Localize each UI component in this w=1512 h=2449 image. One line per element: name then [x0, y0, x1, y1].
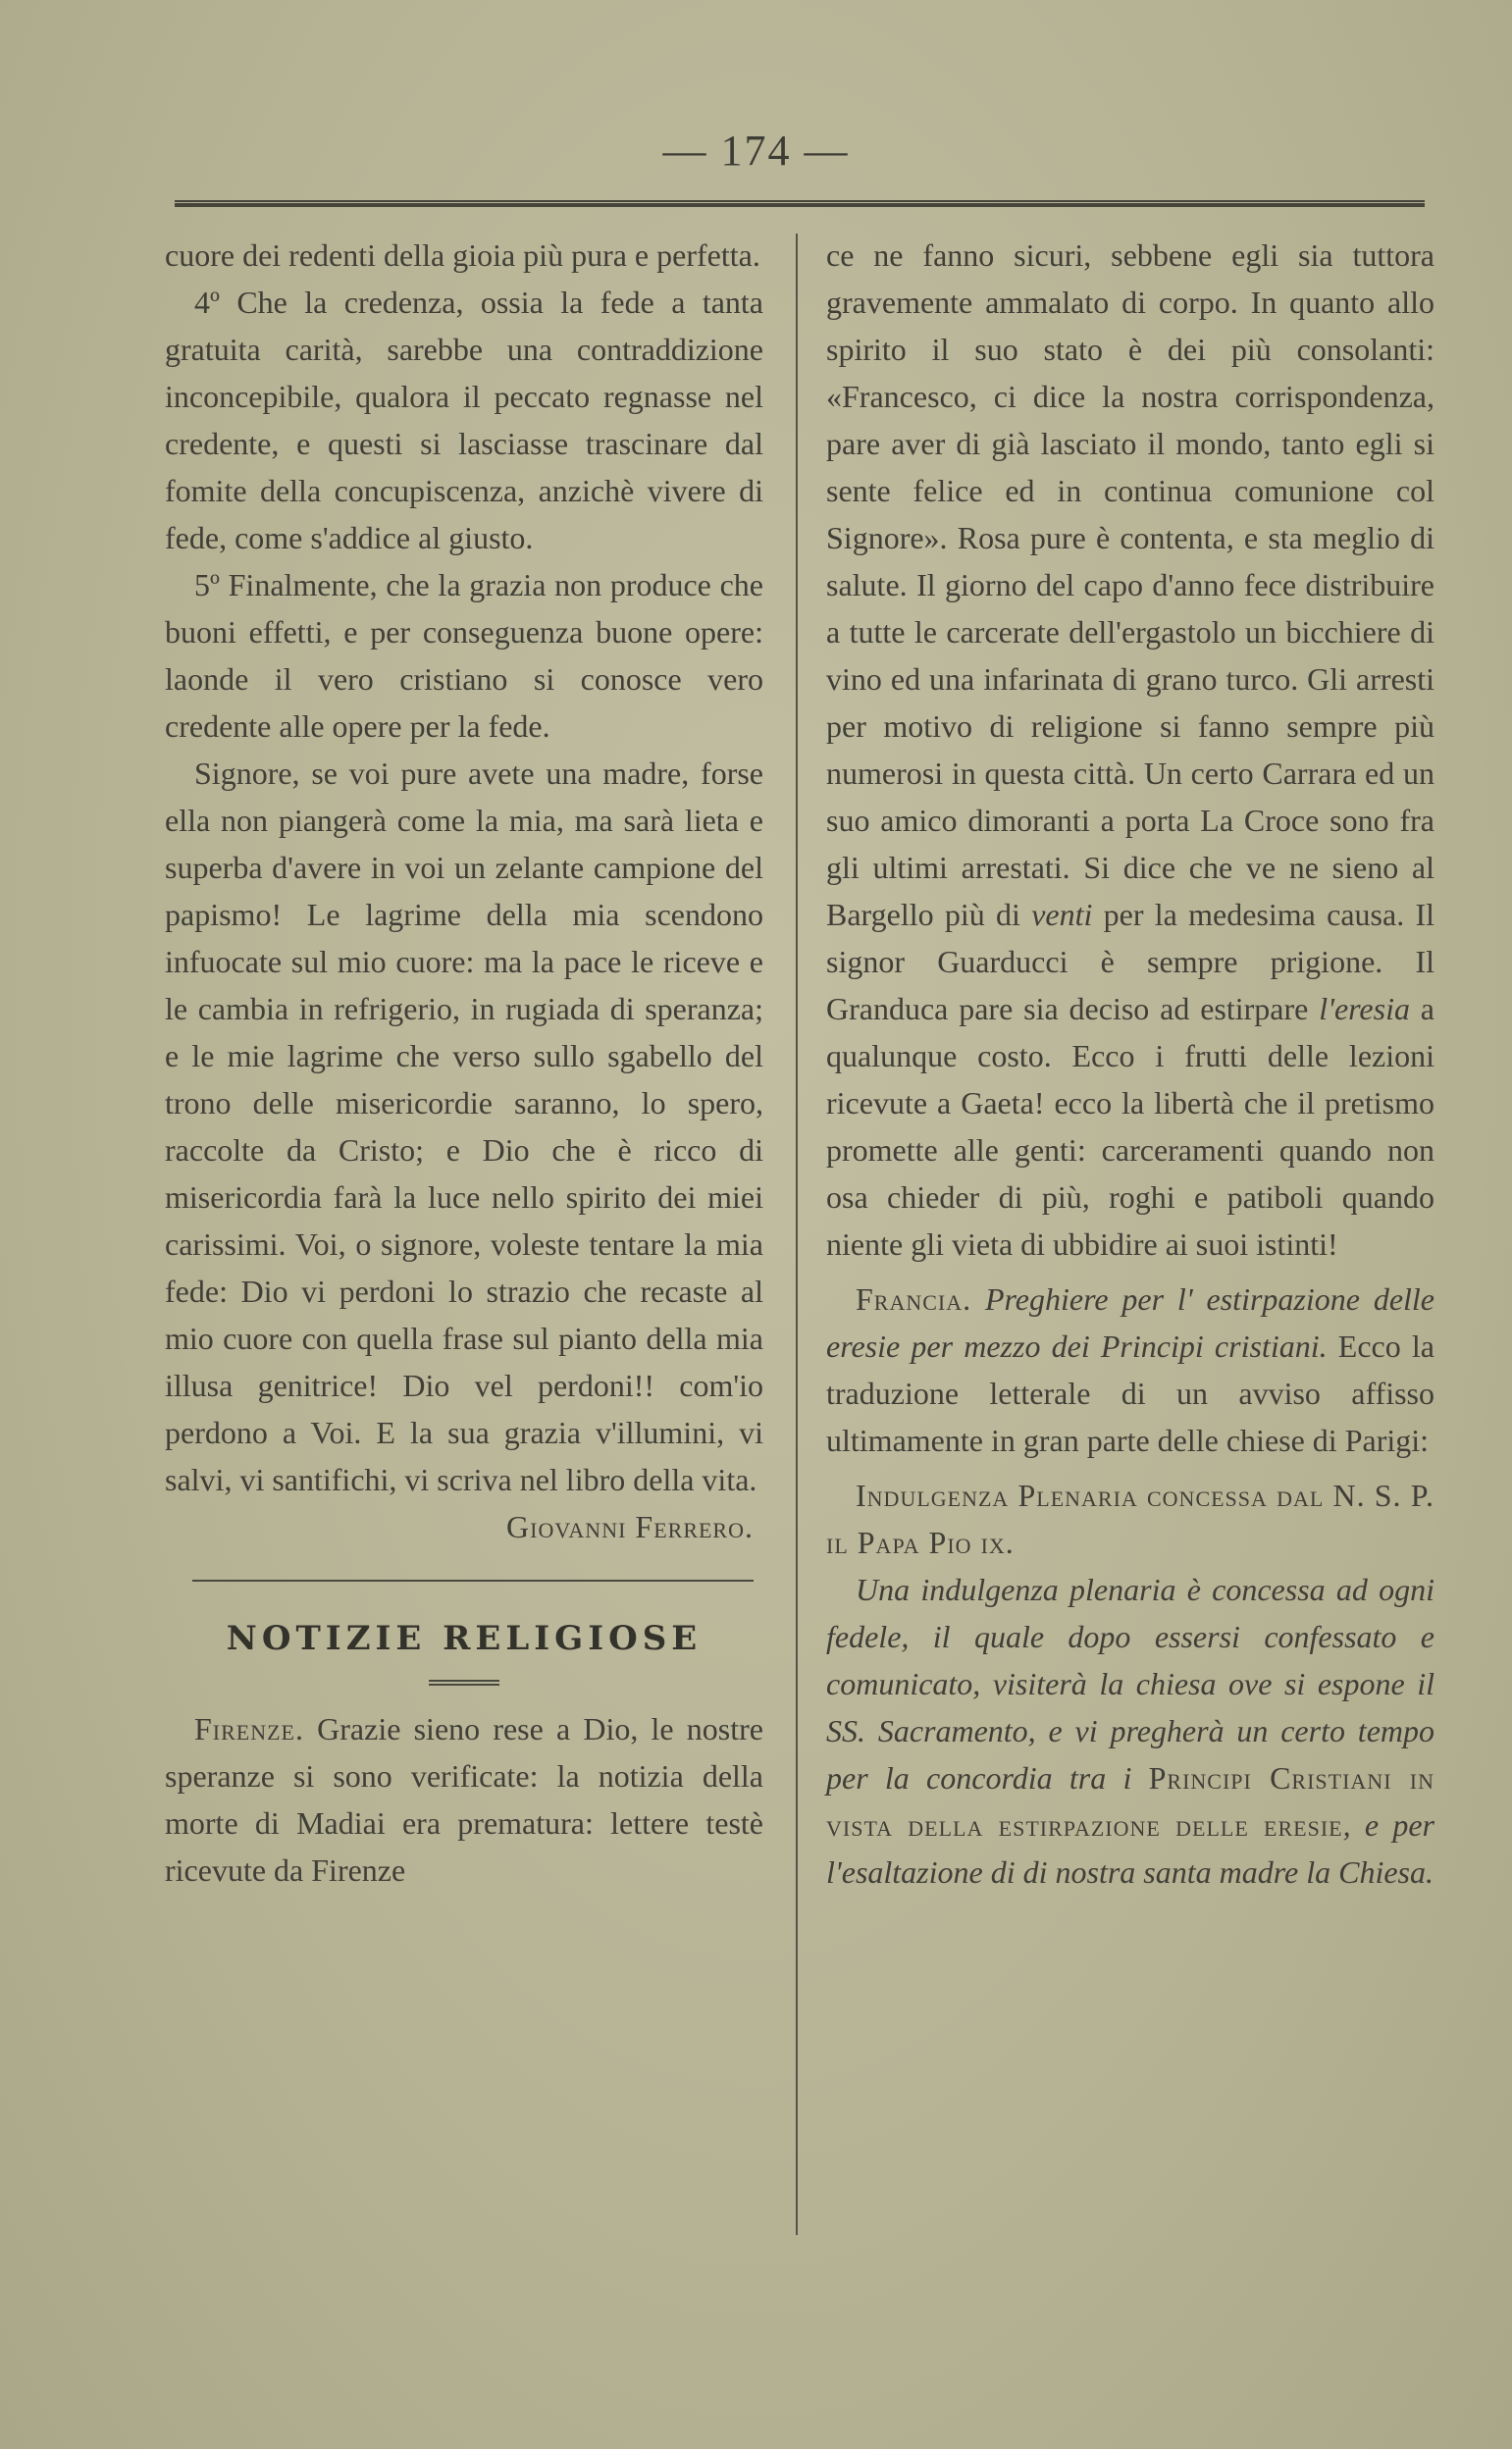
paragraph-point-4: 4º Che la credenza, ossia la fede a tanta gratuita carità, sarebbe una contraddizione inconcepibile, qualora il peccato regnasse nel credente, e questi si lasciasse trascinare dal fomite della concupiscenza, anzichè vivere di fede, come s'addice al giusto.: [165, 285, 763, 555]
section-title: NOTIZIE RELIGIOSE: [226, 1619, 703, 1658]
right-column: [826, 232, 1434, 1896]
text-run: ce ne fanno sicuri, sebbene egli sia tuttora gravemente ammalato di corpo. In quanto allo spirito il suo stato è dei più consolanti: «Francesco, ci dice la nostra corrispondenza, pare aver di già lasciato il mondo, tanto egli si sente felice ed in continua comunione col Signore». Rosa pure è contenta, e sta meglio di salute. Il giorno del capo d'anno fece distribuire a tutte le carcerate dell'ergastolo un bicchiere di vino ed una infarinata di grano turco. Gli arresti per motivo di religione si fanno sempre più numerosi in questa città. Un certo Carrara ed un suo amico dimoranti a porta La Croce sono fra gli ultimi arrestati. Si dice che ve ne sieno al Bargello più di: [826, 237, 1434, 932]
news-text-firenze: Grazie sieno rese a Dio, le nostre speranze si sono verificate: la notizia della morte di Madiai era prematura: lettere testè ricevute da Firenze: [165, 1711, 763, 1888]
news-location-francia: Francia.: [856, 1281, 972, 1317]
news-firenze-continued: [826, 232, 1434, 1268]
text-run: per la medesima causa. Il signor Guarducci è sempre prigione. Il Granduca pare sia deciso ad estirpare: [826, 897, 1434, 1026]
paragraph-point-5: 5º Finalmente, che la grazia non produce che buoni effetti, e per conseguenza buone opere: laonde il vero cristiano si conosce vero credente alle opere per la fede.: [165, 567, 763, 744]
text-run-italic: , e per l'esaltazione di di nostra santa madre la Chiesa.: [826, 1807, 1434, 1890]
text-run: a qualunque costo. Ecco i frutti delle lezioni ricevute a Gaeta! ecco la libertà che il pretismo promette alle genti: carceramenti quando non osa chieder di più, roghi e patiboli quando niente gli vieta di ubbidire ai suoi istinti!: [826, 991, 1435, 1262]
paragraph: cuore dei redenti della gioia più pura e perfetta.: [165, 237, 760, 273]
news-text-francia: Ecco la traduzione letterale di un avviso affisso ultimamente in gran parte delle chiese di Parigi:: [826, 1329, 1435, 1458]
indulgence-heading: Indulgenza Plenaria concessa dal N. S. P. il Papa Pio ix.: [826, 1478, 1434, 1560]
news-location-firenze: Firenze.: [194, 1711, 304, 1746]
column-divider: [796, 234, 798, 2235]
news-francia: [826, 1276, 1434, 1464]
news-firenze: [165, 1705, 763, 1894]
indulgence-text: [826, 1566, 1434, 1896]
text-run-smallcaps: Principi Cristiani in vista della estirpazione delle eresie: [826, 1760, 1434, 1843]
section-title-underline: [429, 1680, 499, 1686]
header-rule: [175, 200, 1425, 207]
page-number: — 174 —: [662, 127, 850, 175]
text-run-italic: venti: [1031, 897, 1093, 932]
text-run-italic: Una indulgenza plenaria è concessa ad ogni fedele, il quale dopo essersi confessato e comunicato, visiterà la chiesa ove si espone il SS. Sacramento, e vi pregherà un certo tempo per la concordia tra i: [826, 1572, 1434, 1796]
paragraph-letter-close: Signore, se voi pure avete una madre, forse ella non piangerà come la mia, ma sarà lieta e superba d'avere in voi un zelante campione del papismo! Le lagrime della mia scendono infuocate sul mio cuore: ma la pace le riceve e le cambia in refrigerio, in rugiada di speranza; e le mie lagrime che verso sullo sgabello del trono delle misericordie saranno, lo spero, raccolte da Cristo; e Dio che è ricco di misericordia farà la luce nello spirito dei miei carissimi. Voi, o signore, voleste tentare la mia fede: Dio vi perdoni lo strazio che recaste al mio cuore con quella frase sul pianto della mia illusa genitrice! Dio vel perdoni!! com'io perdono a Voi. E la sua grazia v'illumini, vi salvi, vi santifichi, vi scriva nel libro della vita.: [165, 756, 763, 1497]
left-column: [165, 232, 763, 1894]
signature: Giovanni Ferrero.: [506, 1509, 754, 1544]
news-title-francia: Preghiere per l' estirpazione delle eresie per mezzo dei Principi cristiani.: [826, 1281, 1434, 1364]
text-run-italic: l'eresia: [1319, 991, 1410, 1026]
section-rule: [192, 1580, 754, 1582]
